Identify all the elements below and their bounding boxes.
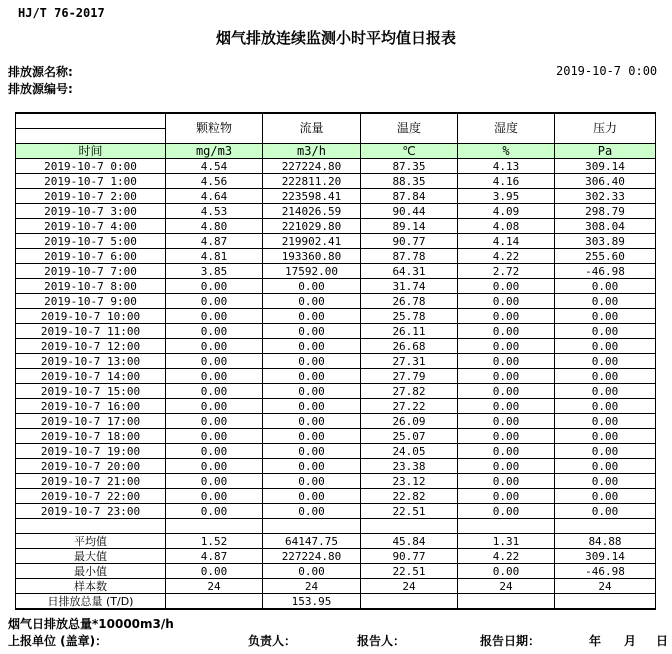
summary-row [16, 564, 656, 579]
day-label: 日 [656, 634, 669, 648]
table-row [16, 444, 656, 459]
time-cell: 2019-10-7 7:00 [16, 264, 166, 279]
value-cell-0: 0.00 [166, 294, 263, 309]
summary-value-2 [361, 594, 458, 610]
table-row [16, 174, 656, 189]
value-cell-2: 26.78 [361, 294, 458, 309]
page-title: 烟气排放连续监测小时平均值日报表 [215, 29, 456, 47]
value-cell-3: 0.00 [458, 459, 555, 474]
value-cell-2: 27.31 [361, 354, 458, 369]
report-table-body [16, 113, 656, 609]
summary-value-3 [458, 594, 555, 610]
time-cell: 2019-10-7 19:00 [16, 444, 166, 459]
summary-value-0: 0.00 [166, 564, 263, 579]
value-cell-3: 0.00 [458, 294, 555, 309]
spacer-cell [555, 519, 656, 534]
value-cell-3: 0.00 [458, 489, 555, 504]
value-cell-1: 0.00 [263, 459, 361, 474]
value-cell-1: 214026.59 [263, 204, 361, 219]
value-cell-4: 0.00 [555, 294, 656, 309]
summary-value-4 [555, 594, 656, 610]
value-cell-2: 26.09 [361, 414, 458, 429]
report-table [15, 112, 656, 610]
column-header-3: 湿度 [458, 113, 555, 144]
value-cell-0: 0.00 [166, 459, 263, 474]
value-cell-4: 0.00 [555, 399, 656, 414]
summary-value-2: 90.77 [361, 549, 458, 564]
time-cell: 2019-10-7 1:00 [16, 174, 166, 189]
reporter-label: 报告人： [357, 634, 406, 648]
value-cell-4: 0.00 [555, 279, 656, 294]
value-cell-1: 0.00 [263, 294, 361, 309]
value-cell-3: 0.00 [458, 384, 555, 399]
column-header-2: 温度 [361, 113, 458, 144]
spacer-cell [458, 519, 555, 534]
value-cell-2: 25.07 [361, 429, 458, 444]
report-date-label: 报告日期： [480, 634, 541, 648]
value-cell-0: 4.87 [166, 234, 263, 249]
value-cell-3: 0.00 [458, 504, 555, 519]
summary-value-0 [166, 594, 263, 610]
standard-code: HJ/T 76-2017 [18, 6, 105, 20]
value-cell-0: 0.00 [166, 429, 263, 444]
value-cell-4: 0.00 [555, 504, 656, 519]
value-cell-0: 0.00 [166, 444, 263, 459]
time-cell: 2019-10-7 15:00 [16, 384, 166, 399]
header-row-params [16, 113, 656, 129]
summary-label: 日排放总量 (T/D) [16, 594, 166, 610]
value-cell-3: 0.00 [458, 474, 555, 489]
value-cell-0: 4.64 [166, 189, 263, 204]
summary-value-2: 22.51 [361, 564, 458, 579]
table-row [16, 249, 656, 264]
value-cell-2: 90.44 [361, 204, 458, 219]
value-cell-1: 0.00 [263, 339, 361, 354]
summary-value-0: 4.87 [166, 549, 263, 564]
report-unit-label: 上报单位 (盖章)： [8, 634, 108, 648]
column-unit-4: Pa [555, 144, 656, 159]
time-cell: 2019-10-7 23:00 [16, 504, 166, 519]
table-row [16, 459, 656, 474]
value-cell-4: -46.98 [555, 264, 656, 279]
value-cell-1: 227224.80 [263, 159, 361, 174]
summary-value-1: 64147.75 [263, 534, 361, 549]
column-unit-2: ℃ [361, 144, 458, 159]
value-cell-0: 0.00 [166, 414, 263, 429]
value-cell-3: 2.72 [458, 264, 555, 279]
value-cell-1: 222811.20 [263, 174, 361, 189]
value-cell-0: 4.53 [166, 204, 263, 219]
summary-value-2: 45.84 [361, 534, 458, 549]
header-row-units [16, 144, 656, 159]
table-row [16, 414, 656, 429]
value-cell-3: 0.00 [458, 324, 555, 339]
value-cell-2: 26.11 [361, 324, 458, 339]
value-cell-1: 0.00 [263, 504, 361, 519]
summary-row [16, 534, 656, 549]
source-id-label: 排放源编号: [8, 82, 73, 96]
summary-label: 最大值 [16, 549, 166, 564]
value-cell-2: 23.38 [361, 459, 458, 474]
table-row [16, 324, 656, 339]
time-cell: 2019-10-7 6:00 [16, 249, 166, 264]
column-header-1: 流量 [263, 113, 361, 144]
value-cell-4: 306.40 [555, 174, 656, 189]
value-cell-2: 89.14 [361, 219, 458, 234]
value-cell-2: 23.12 [361, 474, 458, 489]
month-label: 月 [624, 634, 637, 648]
value-cell-4: 0.00 [555, 489, 656, 504]
value-cell-3: 4.08 [458, 219, 555, 234]
table-row [16, 369, 656, 384]
value-cell-0: 0.00 [166, 399, 263, 414]
value-cell-3: 4.13 [458, 159, 555, 174]
summary-value-1: 227224.80 [263, 549, 361, 564]
value-cell-4: 298.79 [555, 204, 656, 219]
value-cell-2: 26.68 [361, 339, 458, 354]
value-cell-4: 0.00 [555, 309, 656, 324]
value-cell-2: 22.82 [361, 489, 458, 504]
value-cell-4: 303.89 [555, 234, 656, 249]
value-cell-1: 0.00 [263, 279, 361, 294]
value-cell-4: 302.33 [555, 189, 656, 204]
table-row [16, 159, 656, 174]
value-cell-1: 223598.41 [263, 189, 361, 204]
value-cell-1: 0.00 [263, 309, 361, 324]
header-empty-cell-lower [16, 129, 166, 144]
value-cell-1: 0.00 [263, 444, 361, 459]
value-cell-4: 0.00 [555, 324, 656, 339]
table-row [16, 189, 656, 204]
value-cell-0: 4.80 [166, 219, 263, 234]
value-cell-4: 0.00 [555, 444, 656, 459]
value-cell-3: 0.00 [458, 339, 555, 354]
value-cell-1: 0.00 [263, 354, 361, 369]
table-row [16, 309, 656, 324]
value-cell-1: 0.00 [263, 489, 361, 504]
value-cell-1: 0.00 [263, 474, 361, 489]
table-row [16, 204, 656, 219]
time-cell: 2019-10-7 5:00 [16, 234, 166, 249]
value-cell-0: 4.54 [166, 159, 263, 174]
value-cell-1: 0.00 [263, 399, 361, 414]
summary-label: 最小值 [16, 564, 166, 579]
summary-value-3: 1.31 [458, 534, 555, 549]
value-cell-4: 0.00 [555, 384, 656, 399]
time-cell: 2019-10-7 14:00 [16, 369, 166, 384]
value-cell-4: 255.60 [555, 249, 656, 264]
value-cell-4: 0.00 [555, 354, 656, 369]
manager-label: 负责人： [248, 634, 297, 648]
summary-value-4: 309.14 [555, 549, 656, 564]
time-column-header: 时间 [16, 144, 166, 159]
summary-row [16, 579, 656, 594]
value-cell-3: 4.14 [458, 234, 555, 249]
time-cell: 2019-10-7 10:00 [16, 309, 166, 324]
value-cell-2: 22.51 [361, 504, 458, 519]
value-cell-1: 0.00 [263, 414, 361, 429]
time-cell: 2019-10-7 17:00 [16, 414, 166, 429]
value-cell-2: 87.78 [361, 249, 458, 264]
summary-value-4: 24 [555, 579, 656, 594]
signature-line [0, 632, 672, 650]
table-row [16, 294, 656, 309]
column-unit-1: m3/h [263, 144, 361, 159]
source-name-label: 排放源名称: [8, 65, 73, 79]
value-cell-1: 0.00 [263, 429, 361, 444]
summary-value-3: 4.22 [458, 549, 555, 564]
value-cell-2: 31.74 [361, 279, 458, 294]
value-cell-4: 0.00 [555, 429, 656, 444]
time-cell: 2019-10-7 16:00 [16, 399, 166, 414]
value-cell-0: 0.00 [166, 309, 263, 324]
table-row [16, 474, 656, 489]
time-cell: 2019-10-7 8:00 [16, 279, 166, 294]
value-cell-0: 4.81 [166, 249, 263, 264]
report-datetime: 2019-10-7 0:00 [556, 64, 658, 78]
summary-value-4: 84.88 [555, 534, 656, 549]
value-cell-2: 64.31 [361, 264, 458, 279]
value-cell-4: 308.04 [555, 219, 656, 234]
value-cell-3: 0.00 [458, 309, 555, 324]
table-row [16, 234, 656, 249]
value-cell-3: 0.00 [458, 354, 555, 369]
flow-unit-note: 烟气日排放总量*10000m3/h [8, 617, 174, 631]
time-cell: 2019-10-7 4:00 [16, 219, 166, 234]
spacer-cell [361, 519, 458, 534]
spacer-cell [263, 519, 361, 534]
value-cell-1: 193360.80 [263, 249, 361, 264]
column-unit-0: mg/m3 [166, 144, 263, 159]
value-cell-4: 0.00 [555, 369, 656, 384]
spacer-cell [166, 519, 263, 534]
value-cell-2: 25.78 [361, 309, 458, 324]
time-cell: 2019-10-7 2:00 [16, 189, 166, 204]
value-cell-3: 0.00 [458, 279, 555, 294]
value-cell-2: 87.35 [361, 159, 458, 174]
column-header-0: 颗粒物 [166, 113, 263, 144]
value-cell-0: 0.00 [166, 474, 263, 489]
value-cell-1: 0.00 [263, 384, 361, 399]
summary-value-2: 24 [361, 579, 458, 594]
table-row [16, 279, 656, 294]
time-cell: 2019-10-7 12:00 [16, 339, 166, 354]
summary-row [16, 594, 656, 610]
table-row [16, 354, 656, 369]
time-cell: 2019-10-7 20:00 [16, 459, 166, 474]
summary-value-1: 153.95 [263, 594, 361, 610]
value-cell-3: 0.00 [458, 369, 555, 384]
value-cell-1: 17592.00 [263, 264, 361, 279]
value-cell-3: 4.09 [458, 204, 555, 219]
summary-label: 样本数 [16, 579, 166, 594]
value-cell-2: 27.82 [361, 384, 458, 399]
summary-value-0: 1.52 [166, 534, 263, 549]
summary-value-3: 0.00 [458, 564, 555, 579]
value-cell-3: 0.00 [458, 444, 555, 459]
time-cell: 2019-10-7 3:00 [16, 204, 166, 219]
value-cell-1: 221029.80 [263, 219, 361, 234]
time-cell: 2019-10-7 11:00 [16, 324, 166, 339]
summary-value-0: 24 [166, 579, 263, 594]
table-row [16, 504, 656, 519]
value-cell-3: 0.00 [458, 414, 555, 429]
value-cell-2: 88.35 [361, 174, 458, 189]
value-cell-4: 309.14 [555, 159, 656, 174]
spacer-row [16, 519, 656, 534]
summary-value-1: 24 [263, 579, 361, 594]
time-cell: 2019-10-7 13:00 [16, 354, 166, 369]
summary-value-3: 24 [458, 579, 555, 594]
value-cell-0: 0.00 [166, 384, 263, 399]
value-cell-4: 0.00 [555, 459, 656, 474]
year-label: 年 [589, 634, 602, 648]
time-cell: 2019-10-7 21:00 [16, 474, 166, 489]
value-cell-0: 0.00 [166, 369, 263, 384]
value-cell-0: 4.56 [166, 174, 263, 189]
table-row [16, 429, 656, 444]
value-cell-4: 0.00 [555, 474, 656, 489]
summary-label: 平均值 [16, 534, 166, 549]
value-cell-0: 0.00 [166, 504, 263, 519]
value-cell-3: 4.22 [458, 249, 555, 264]
table-row [16, 339, 656, 354]
summary-row [16, 549, 656, 564]
value-cell-2: 90.77 [361, 234, 458, 249]
table-row [16, 219, 656, 234]
value-cell-3: 0.00 [458, 429, 555, 444]
value-cell-2: 27.79 [361, 369, 458, 384]
header-empty-cell [16, 113, 166, 129]
column-header-4: 压力 [555, 113, 656, 144]
time-cell: 2019-10-7 18:00 [16, 429, 166, 444]
value-cell-4: 0.00 [555, 414, 656, 429]
column-unit-3: % [458, 144, 555, 159]
value-cell-0: 3.85 [166, 264, 263, 279]
value-cell-2: 87.84 [361, 189, 458, 204]
table-row [16, 399, 656, 414]
summary-value-1: 0.00 [263, 564, 361, 579]
value-cell-1: 219902.41 [263, 234, 361, 249]
value-cell-2: 24.05 [361, 444, 458, 459]
summary-value-4: -46.98 [555, 564, 656, 579]
value-cell-0: 0.00 [166, 354, 263, 369]
value-cell-0: 0.00 [166, 279, 263, 294]
table-row [16, 384, 656, 399]
value-cell-3: 3.95 [458, 189, 555, 204]
value-cell-0: 0.00 [166, 339, 263, 354]
value-cell-3: 4.16 [458, 174, 555, 189]
value-cell-4: 0.00 [555, 339, 656, 354]
spacer-cell [16, 519, 166, 534]
table-row [16, 489, 656, 504]
table-row [16, 264, 656, 279]
time-cell: 2019-10-7 22:00 [16, 489, 166, 504]
value-cell-3: 0.00 [458, 399, 555, 414]
value-cell-0: 0.00 [166, 489, 263, 504]
value-cell-1: 0.00 [263, 324, 361, 339]
value-cell-0: 0.00 [166, 324, 263, 339]
time-cell: 2019-10-7 9:00 [16, 294, 166, 309]
value-cell-1: 0.00 [263, 369, 361, 384]
value-cell-2: 27.22 [361, 399, 458, 414]
time-cell: 2019-10-7 0:00 [16, 159, 166, 174]
